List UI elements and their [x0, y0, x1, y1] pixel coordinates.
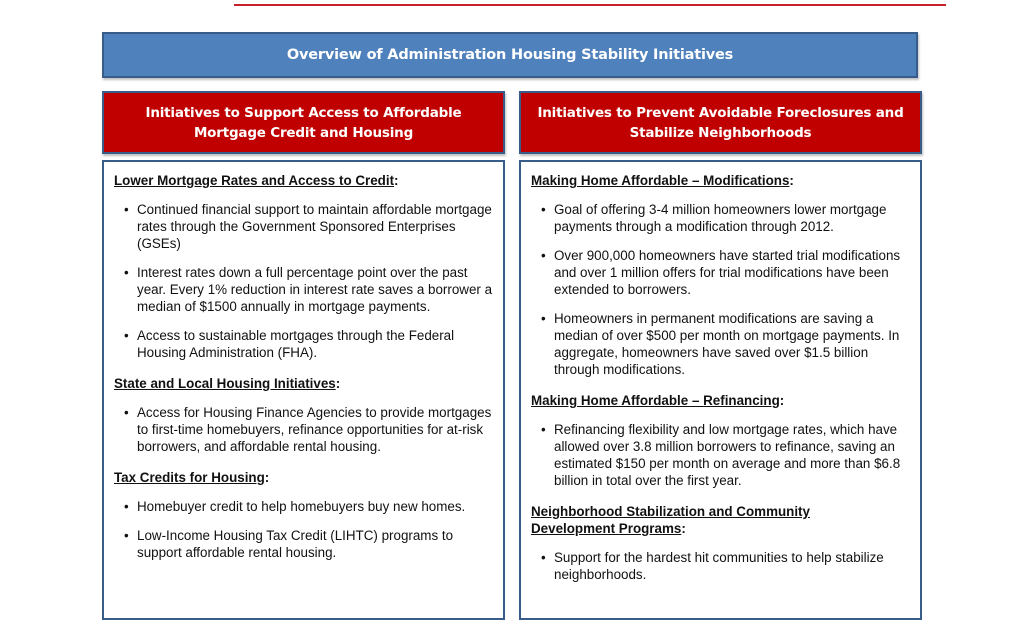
bullet-list — [114, 498, 493, 561]
bullet-icon: • — [541, 422, 546, 437]
column-header-title: Initiatives to Prevent Avoidable Foreclosures and Stabilize Neighborhoods — [537, 104, 904, 141]
bullet-item: • Access for Housing Finance Agencies to provide mortgages to first-time homebuyers, refinance opportunities for at-risk borrowers, and affordable rental housing. — [124, 405, 492, 454]
column-header-title: Initiatives to Support Access to Affordable Mortgage Credit and Housing — [145, 104, 462, 141]
bullet-list — [531, 201, 910, 378]
bullet-item: • Interest rates down a full percentage point over the past year. Every 1% reduction in interest rate saves a borrower a median of $1500 annually in mortgage payments. — [124, 265, 493, 314]
content-box-prevent-foreclosures — [519, 160, 922, 620]
bullet-item: • Over 900,000 homeowners have started trial modifications and over 1 million offers for trial modifications have been extended to borrowers. — [541, 248, 901, 297]
column-header-affordable-credit — [102, 91, 505, 154]
bullet-item: • Support for the hardest hit communities to help stabilize neighborhoods. — [541, 550, 884, 582]
bullet-icon: • — [541, 311, 546, 326]
bullet-list — [114, 404, 493, 455]
bullet-list — [114, 201, 493, 361]
bullet-list — [531, 549, 910, 583]
overview-banner — [102, 32, 918, 78]
section-title: Making Home Affordable – Modifications: — [531, 173, 794, 188]
bullet-item: • Continued financial support to maintain affordable mortgage rates through the Government Sponsored Enterprises (GSEs) — [124, 202, 492, 251]
bullet-item: • Goal of offering 3-4 million homeowners lower mortgage payments through a modification through 2012. — [541, 202, 887, 234]
bullet-icon: • — [124, 265, 129, 280]
bullet-icon: • — [124, 528, 129, 543]
bullet-item: • Low-Income Housing Tax Credit (LIHTC) programs to support affordable rental housing. — [124, 528, 454, 560]
column-header-prevent-foreclosures — [519, 91, 922, 154]
bullet-icon: • — [541, 550, 546, 565]
section-title: Making Home Affordable – Refinancing: — [531, 393, 785, 408]
bullet-icon: • — [124, 405, 129, 420]
content-box-affordable-credit — [102, 160, 505, 620]
clipped-report-header-text — [240, 0, 600, 3]
bullet-icon: • — [124, 328, 129, 343]
bullet-item: • Homebuyer credit to help homebuyers buy new homes. — [124, 499, 466, 514]
section-title: State and Local Housing Initiatives: — [114, 376, 341, 391]
bullet-icon: • — [541, 248, 546, 263]
bullet-item: • Homeowners in permanent modifications are saving a median of over $500 per month on mortgage payments. In aggregate, homeowners have saved over $1.5 billion through modifications. — [541, 311, 900, 377]
bullet-icon: • — [541, 202, 546, 217]
bullet-icon: • — [124, 202, 129, 217]
bullet-list — [531, 421, 910, 489]
section-title: Lower Mortgage Rates and Access to Credit: — [114, 173, 399, 188]
bullet-icon: • — [124, 499, 129, 514]
section-title: Tax Credits for Housing: — [114, 470, 270, 485]
header-rule — [234, 4, 946, 6]
bullet-item: • Access to sustainable mortgages through the Federal Housing Administration (FHA). — [124, 328, 455, 360]
bullet-item: • Refinancing flexibility and low mortgage rates, which have allowed over 3.8 million borrowers to refinance, saving an estimated $150 per month on average and more than $6.8 billion in total over the first year. — [541, 422, 901, 488]
overview-title: Overview of Administration Housing Stability Initiatives — [286, 47, 734, 63]
section-title: Neighborhood Stabilization and Community Development Programs: — [531, 504, 810, 536]
